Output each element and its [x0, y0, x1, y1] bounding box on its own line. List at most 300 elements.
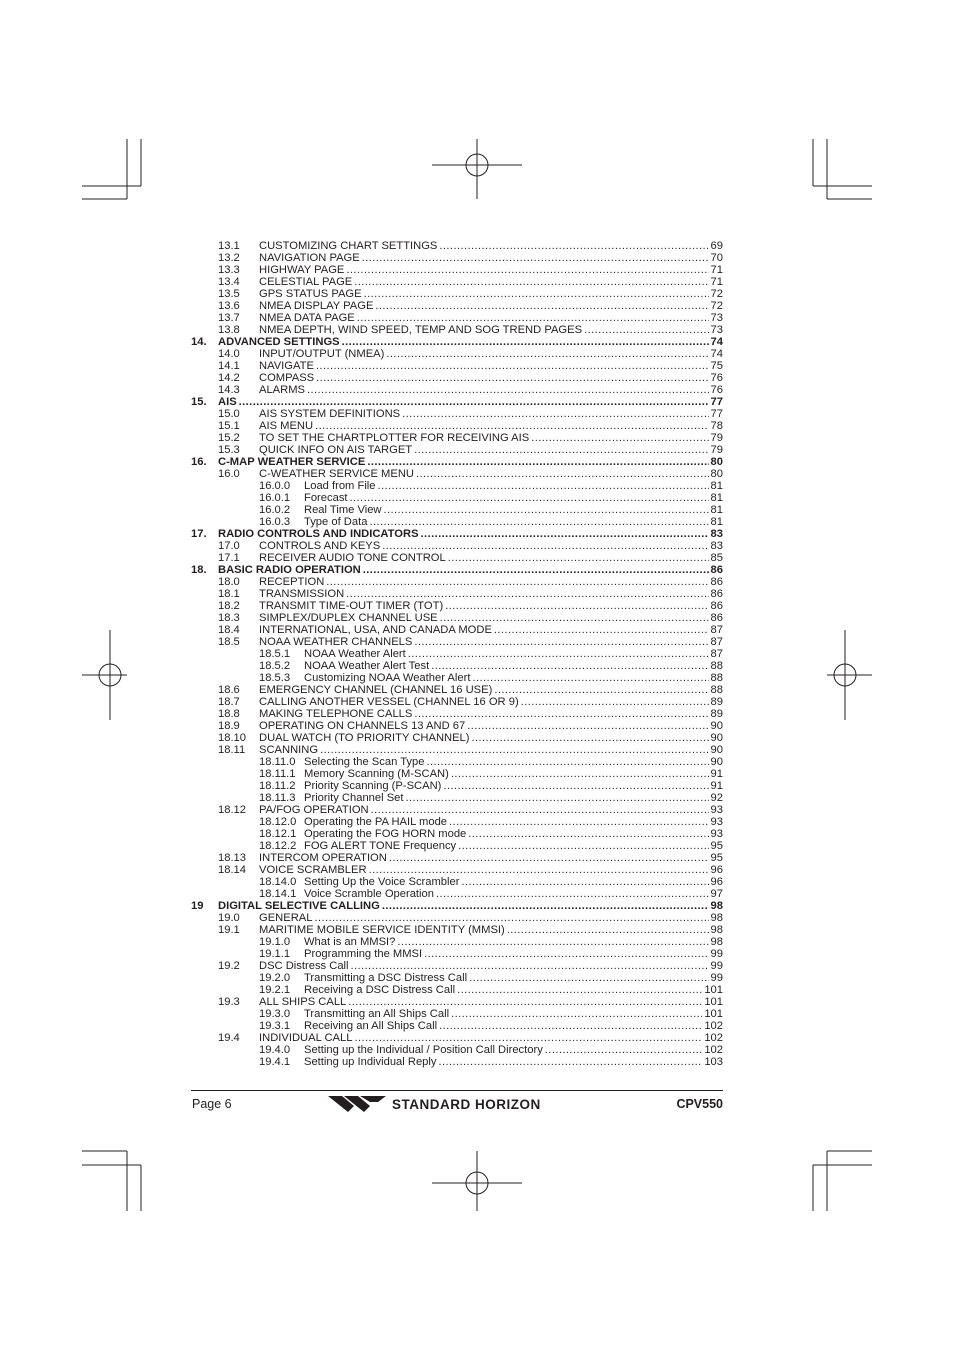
toc-entry-row: [191, 324, 723, 336]
toc-section-number: 18.12.2: [259, 840, 297, 852]
toc-dot-leader: [367, 456, 708, 468]
toc-dot-leader: [363, 564, 709, 576]
toc-dot-leader: [406, 792, 709, 804]
toc-entry-row: [191, 468, 723, 480]
toc-dot-leader: [382, 900, 709, 912]
toc-page-number: 87: [710, 624, 723, 636]
toc-dot-leader: [386, 348, 708, 360]
toc-dot-leader: [316, 360, 709, 372]
toc-dot-leader: [414, 708, 708, 720]
toc-section-title: INTERNATIONAL, USA, AND CANADA MODE: [259, 624, 492, 636]
toc-page-number: 89: [710, 696, 723, 708]
toc-page-number: 90: [710, 744, 723, 756]
toc-section-title: AIS SYSTEM DEFINITIONS: [259, 408, 401, 420]
toc-section-number: 17.: [191, 528, 207, 540]
toc-dot-leader: [439, 240, 708, 252]
toc-page-number: 71: [710, 276, 723, 288]
toc-dot-leader: [354, 276, 708, 288]
toc-page-number: 98: [710, 900, 723, 912]
toc-page-number: 80: [710, 456, 723, 468]
toc-dot-leader: [431, 660, 708, 672]
toc-section-number: 18.7: [218, 696, 240, 708]
table-of-contents: [191, 240, 723, 1068]
toc-entry-row: [191, 420, 723, 432]
toc-entry-row: [191, 264, 723, 276]
toc-chapter-row: [191, 396, 723, 408]
toc-dot-leader: [448, 552, 709, 564]
toc-entry-row: [191, 372, 723, 384]
toc-dot-leader: [316, 372, 708, 384]
toc-entry-row: [191, 972, 723, 984]
toc-entry-row: [191, 1032, 723, 1044]
toc-entry-row: [191, 600, 723, 612]
toc-page-number: 87: [710, 636, 723, 648]
toc-dot-leader: [342, 336, 709, 348]
toc-section-number: 16.0.2: [259, 504, 291, 516]
toc-page-number: 81: [710, 504, 723, 516]
toc-entry-row: [191, 384, 723, 396]
toc-dot-leader: [384, 504, 709, 516]
toc-page-number: 86: [710, 576, 723, 588]
toc-section-number: 17.1: [218, 552, 240, 564]
toc-entry-row: [191, 888, 723, 900]
toc-entry-row: [191, 792, 723, 804]
toc-page-number: 86: [710, 600, 723, 612]
toc-section-title: NMEA DATA PAGE: [259, 312, 355, 324]
brand-name: STANDARD HORIZON: [392, 1096, 541, 1112]
toc-page-number: 97: [710, 888, 723, 900]
toc-entry-row: [191, 1008, 723, 1020]
toc-entry-row: [191, 744, 723, 756]
toc-dot-leader: [350, 492, 709, 504]
registration-mark-right: [827, 630, 872, 720]
toc-section-number: 16.0.1: [259, 492, 291, 504]
toc-entry-row: [191, 948, 723, 960]
toc-page-number: 88: [710, 684, 723, 696]
toc-page-number: 87: [710, 648, 723, 660]
toc-section-title: SIMPLEX/DUPLEX CHANNEL USE: [259, 612, 438, 624]
toc-section-title: FOG ALERT TONE Frequency: [304, 840, 457, 852]
toc-dot-leader: [408, 648, 709, 660]
toc-page-number: 99: [710, 948, 723, 960]
toc-dot-leader: [472, 732, 709, 744]
toc-section-title: C-WEATHER SERVICE MENU: [259, 468, 414, 480]
toc-page-number: 79: [710, 444, 723, 456]
toc-dot-leader: [426, 756, 708, 768]
toc-entry-row: [191, 240, 723, 252]
toc-section-title: RADIO CONTROLS AND INDICATORS: [218, 528, 419, 540]
toc-entry-row: [191, 864, 723, 876]
toc-entry-row: [191, 1020, 723, 1032]
toc-entry-row: [191, 612, 723, 624]
toc-entry-row: [191, 828, 723, 840]
toc-dot-leader: [449, 816, 709, 828]
toc-section-title: MAKING TELEPHONE CALLS: [259, 708, 413, 720]
toc-entry-row: [191, 552, 723, 564]
toc-page-number: 78: [710, 420, 723, 432]
toc-section-number: 16.0.0: [259, 480, 291, 492]
toc-section-number: 13.1: [218, 240, 240, 252]
toc-chapter-row: [191, 564, 723, 576]
toc-dot-leader: [378, 480, 709, 492]
toc-section-number: 18.11.0: [259, 756, 296, 768]
toc-entry-row: [191, 516, 723, 528]
toc-page-number: 90: [710, 720, 723, 732]
toc-section-number: 18.13: [218, 852, 246, 864]
toc-section-number: 16.: [191, 456, 207, 468]
toc-section-number: 18.11.2: [259, 780, 296, 792]
toc-section-title: TRANSMIT TIME-OUT TIMER (TOT): [259, 600, 444, 612]
toc-page-number: 86: [710, 588, 723, 600]
toc-page-number: 74: [710, 348, 723, 360]
toc-dot-leader: [467, 720, 708, 732]
toc-section-title: EMERGENCY CHANNEL (CHANNEL 16 USE): [259, 684, 493, 696]
toc-section-number: 18.10: [218, 732, 246, 744]
toc-section-number: 15.2: [218, 432, 240, 444]
toc-section-title: NOAA Weather Alert: [304, 648, 406, 660]
toc-dot-leader: [351, 960, 709, 972]
toc-section-title: BASIC RADIO OPERATION: [218, 564, 361, 576]
toc-section-title: Priority Scanning (P-SCAN): [304, 780, 442, 792]
toc-section-number: 18.0: [218, 576, 240, 588]
toc-section-number: 18.11: [218, 744, 246, 756]
toc-dot-leader: [436, 888, 709, 900]
toc-chapter-row: [191, 528, 723, 540]
toc-dot-leader: [397, 936, 708, 948]
toc-page-number: 95: [710, 852, 723, 864]
toc-page-number: 81: [710, 480, 723, 492]
toc-page-number: 98: [710, 924, 723, 936]
toc-section-title: INDIVIDUAL CALL: [259, 1032, 353, 1044]
toc-section-title: Transmitting an All Ships Call: [304, 1008, 450, 1020]
toc-section-number: 14.: [191, 336, 207, 348]
toc-dot-leader: [469, 972, 708, 984]
toc-section-number: 14.0: [218, 348, 240, 360]
toc-dot-leader: [357, 312, 709, 324]
toc-entry-row: [191, 540, 723, 552]
toc-section-title: CALLING ANOTHER VESSEL (CHANNEL 16 OR 9): [259, 696, 519, 708]
toc-section-title: MARITIME MOBILE SERVICE IDENTITY (MMSI): [259, 924, 505, 936]
toc-chapter-row: [191, 900, 723, 912]
toc-entry-row: [191, 588, 723, 600]
toc-page-number: 90: [710, 756, 723, 768]
toc-dot-leader: [438, 1056, 702, 1068]
toc-section-title: ALARMS: [259, 384, 306, 396]
toc-section-number: 16.0: [218, 468, 240, 480]
toc-section-number: 19.2.0: [259, 972, 291, 984]
toc-section-number: 13.7: [218, 312, 240, 324]
toc-page-number: 86: [710, 612, 723, 624]
toc-entry-row: [191, 300, 723, 312]
toc-page-number: 95: [710, 840, 723, 852]
toc-entry-row: [191, 960, 723, 972]
toc-section-title: What is an MMSI?: [304, 936, 396, 948]
toc-section-number: 13.6: [218, 300, 240, 312]
toc-section-number: 19.2.1: [259, 984, 291, 996]
toc-chapter-row: [191, 456, 723, 468]
toc-section-title: GPS STATUS PAGE: [259, 288, 362, 300]
toc-entry-row: [191, 648, 723, 660]
toc-entry-row: [191, 444, 723, 456]
toc-section-number: 18.5.1: [259, 648, 291, 660]
registration-mark-left: [82, 630, 127, 720]
toc-dot-leader: [472, 672, 708, 684]
toc-dot-leader: [239, 396, 709, 408]
toc-section-title: INTERCOM OPERATION: [259, 852, 387, 864]
toc-entry-row: [191, 480, 723, 492]
toc-page-number: 76: [710, 372, 723, 384]
toc-entry-row: [191, 660, 723, 672]
toc-page-number: 83: [710, 528, 723, 540]
toc-section-number: 18.14.0: [259, 876, 297, 888]
toc-page-number: 72: [710, 300, 723, 312]
logo-mark-icon: [328, 1094, 386, 1114]
toc-dot-leader: [451, 1008, 702, 1020]
toc-section-number: 19.4.1: [259, 1056, 291, 1068]
toc-section-number: 18.6: [218, 684, 240, 696]
toc-section-number: 18.12.1: [259, 828, 297, 840]
toc-entry-row: [191, 576, 723, 588]
toc-section-title: NMEA DISPLAY PAGE: [259, 300, 374, 312]
toc-page-number: 81: [710, 492, 723, 504]
toc-entry-row: [191, 780, 723, 792]
toc-section-number: 14.2: [218, 372, 240, 384]
toc-entry-row: [191, 876, 723, 888]
toc-section-title: OPERATING ON CHANNELS 13 AND 67: [259, 720, 466, 732]
toc-section-number: 18.3: [218, 612, 240, 624]
toc-dot-leader: [414, 636, 708, 648]
toc-page-number: 85: [710, 552, 723, 564]
toc-page-number: 75: [710, 360, 723, 372]
toc-entry-row: [191, 1056, 723, 1068]
toc-page-number: 90: [710, 732, 723, 744]
toc-dot-leader: [307, 384, 709, 396]
toc-dot-leader: [451, 768, 709, 780]
toc-entry-row: [191, 816, 723, 828]
toc-section-number: 15.0: [218, 408, 240, 420]
toc-page-number: 93: [710, 804, 723, 816]
toc-page-number: 77: [710, 396, 723, 408]
toc-section-number: 19.1.0: [259, 936, 291, 948]
toc-section-title: SCANNING: [259, 744, 319, 756]
toc-section-title: Transmitting a DSC Distress Call: [304, 972, 468, 984]
toc-entry-row: [191, 276, 723, 288]
toc-section-number: 19.2: [218, 960, 240, 972]
toc-page-number: 102: [704, 1044, 723, 1056]
toc-dot-leader: [369, 864, 709, 876]
toc-entry-row: [191, 804, 723, 816]
toc-dot-leader: [346, 264, 708, 276]
toc-entry-row: [191, 996, 723, 1008]
toc-entry-row: [191, 936, 723, 948]
toc-entry-row: [191, 840, 723, 852]
toc-chapter-row: [191, 336, 723, 348]
toc-section-number: 13.4: [218, 276, 240, 288]
toc-section-number: 19: [191, 900, 204, 912]
toc-section-number: 18.11.3: [259, 792, 296, 804]
toc-dot-leader: [375, 300, 708, 312]
toc-dot-leader: [445, 600, 708, 612]
toc-entry-row: [191, 408, 723, 420]
toc-dot-leader: [443, 780, 708, 792]
toc-page-number: 103: [704, 1056, 723, 1068]
toc-entry-row: [191, 984, 723, 996]
toc-section-title: ADVANCED SETTINGS: [218, 336, 340, 348]
toc-page-number: 92: [710, 792, 723, 804]
toc-entry-row: [191, 636, 723, 648]
toc-section-number: 13.5: [218, 288, 240, 300]
toc-page-number: 98: [710, 912, 723, 924]
toc-section-title: RECEPTION: [259, 576, 325, 588]
toc-page-number: 71: [710, 264, 723, 276]
toc-section-number: 19.0: [218, 912, 240, 924]
toc-section-title: DSC Distress Call: [259, 960, 349, 972]
footer-rule: [191, 1090, 723, 1091]
toc-section-title: TO SET THE CHARTPLOTTER FOR RECEIVING AIS: [259, 432, 530, 444]
toc-entry-row: [191, 924, 723, 936]
toc-dot-leader: [346, 588, 708, 600]
toc-section-title: NAVIGATION PAGE: [259, 252, 360, 264]
toc-section-number: 14.1: [218, 360, 240, 372]
toc-entry-row: [191, 732, 723, 744]
toc-section-number: 19.3: [218, 996, 240, 1008]
toc-section-number: 18.9: [218, 720, 240, 732]
toc-section-title: Selecting the Scan Type: [304, 756, 425, 768]
toc-dot-leader: [389, 852, 709, 864]
toc-entry-row: [191, 360, 723, 372]
toc-page-number: 99: [710, 972, 723, 984]
toc-section-number: 13.2: [218, 252, 240, 264]
toc-dot-leader: [315, 420, 708, 432]
toc-section-title: C-MAP WEATHER SERVICE: [218, 456, 366, 468]
toc-section-title: DUAL WATCH (TO PRIORITY CHANNEL): [259, 732, 470, 744]
toc-section-title: VOICE SCRAMBLER: [259, 864, 367, 876]
toc-section-title: Receiving an All Ships Call: [304, 1020, 438, 1032]
toc-section-number: 19.3.1: [259, 1020, 291, 1032]
toc-dot-leader: [545, 1044, 703, 1056]
toc-dot-leader: [371, 804, 709, 816]
toc-page-number: 86: [710, 564, 723, 576]
toc-page-number: 101: [704, 984, 723, 996]
toc-dot-leader: [326, 576, 708, 588]
toc-section-title: Receiving a DSC Distress Call: [304, 984, 456, 996]
toc-section-title: Setting Up the Voice Scrambler: [304, 876, 460, 888]
toc-page-number: 93: [710, 828, 723, 840]
toc-page-number: 101: [704, 1008, 723, 1020]
toc-dot-leader: [320, 744, 708, 756]
toc-entry-row: [191, 1044, 723, 1056]
toc-section-title: PA/FOG OPERATION: [259, 804, 369, 816]
toc-page-number: 69: [710, 240, 723, 252]
toc-section-title: Type of Data: [304, 516, 368, 528]
toc-section-number: 18.12: [218, 804, 246, 816]
toc-entry-row: [191, 684, 723, 696]
toc-dot-leader: [362, 252, 709, 264]
toc-section-number: 18.2: [218, 600, 240, 612]
toc-section-number: 18.5.3: [259, 672, 291, 684]
toc-section-title: TRANSMISSION: [259, 588, 345, 600]
toc-section-title: Programming the MMSI: [304, 948, 423, 960]
toc-section-number: 15.3: [218, 444, 240, 456]
toc-dot-leader: [314, 912, 708, 924]
toc-page-number: 70: [710, 252, 723, 264]
toc-section-number: 18.: [191, 564, 207, 576]
toc-section-title: Operating the PA HAIL mode: [304, 816, 448, 828]
toc-dot-leader: [494, 684, 708, 696]
toc-page-number: 99: [710, 960, 723, 972]
toc-entry-row: [191, 852, 723, 864]
toc-page-number: 96: [710, 876, 723, 888]
footer-model-name: CPV550: [676, 1097, 723, 1111]
toc-section-number: 18.4: [218, 624, 240, 636]
toc-entry-row: [191, 912, 723, 924]
toc-page-number: 91: [710, 780, 723, 792]
toc-entry-row: [191, 624, 723, 636]
toc-entry-row: [191, 348, 723, 360]
toc-page-number: 93: [710, 816, 723, 828]
toc-page-number: 88: [710, 672, 723, 684]
toc-dot-leader: [439, 1020, 702, 1032]
toc-dot-leader: [521, 696, 709, 708]
toc-page-number: 80: [710, 468, 723, 480]
toc-section-title: GENERAL: [259, 912, 313, 924]
toc-section-number: 15.: [191, 396, 207, 408]
toc-section-title: Setting up Individual Reply: [304, 1056, 437, 1068]
toc-entry-row: [191, 672, 723, 684]
toc-section-title: Voice Scramble Operation: [304, 888, 434, 900]
toc-section-title: CONTROLS AND KEYS: [259, 540, 381, 552]
toc-page-number: 98: [710, 936, 723, 948]
toc-page-number: 83: [710, 540, 723, 552]
toc-entry-row: [191, 756, 723, 768]
toc-section-title: CUSTOMIZING CHART SETTINGS: [259, 240, 438, 252]
toc-section-number: 18.12.0: [259, 816, 297, 828]
toc-section-number: 19.3.0: [259, 1008, 291, 1020]
toc-dot-leader: [440, 612, 709, 624]
toc-section-number: 18.11.1: [259, 768, 296, 780]
toc-page-number: 91: [710, 768, 723, 780]
toc-section-number: 18.8: [218, 708, 240, 720]
toc-entry-row: [191, 312, 723, 324]
toc-entry-row: [191, 768, 723, 780]
toc-dot-leader: [348, 996, 702, 1008]
toc-section-number: 16.0.3: [259, 516, 291, 528]
toc-entry-row: [191, 252, 723, 264]
toc-section-number: 15.1: [218, 420, 240, 432]
toc-section-title: NOAA WEATHER CHANNELS: [259, 636, 413, 648]
toc-section-title: HIGHWAY PAGE: [259, 264, 345, 276]
toc-dot-leader: [468, 828, 708, 840]
toc-page-number: 102: [704, 1020, 723, 1032]
toc-section-title: ALL SHIPS CALL: [259, 996, 347, 1008]
toc-entry-row: [191, 504, 723, 516]
toc-section-title: QUICK INFO ON AIS TARGET: [259, 444, 413, 456]
toc-section-number: 19.4.0: [259, 1044, 291, 1056]
footer-page-number: Page 6: [192, 1097, 232, 1111]
toc-section-title: NOAA Weather Alert Test: [304, 660, 430, 672]
toc-dot-leader: [507, 924, 709, 936]
toc-dot-leader: [369, 516, 708, 528]
toc-section-number: 13.8: [218, 324, 240, 336]
toc-section-title: DIGITAL SELECTIVE CALLING: [218, 900, 380, 912]
toc-page-number: 72: [710, 288, 723, 300]
toc-section-title: Memory Scanning (M-SCAN): [304, 768, 449, 780]
toc-section-title: AIS MENU: [259, 420, 314, 432]
toc-section-title: Priority Channel Set: [304, 792, 404, 804]
toc-section-number: 18.1: [218, 588, 240, 600]
toc-page-number: 101: [704, 996, 723, 1008]
toc-dot-leader: [584, 324, 708, 336]
